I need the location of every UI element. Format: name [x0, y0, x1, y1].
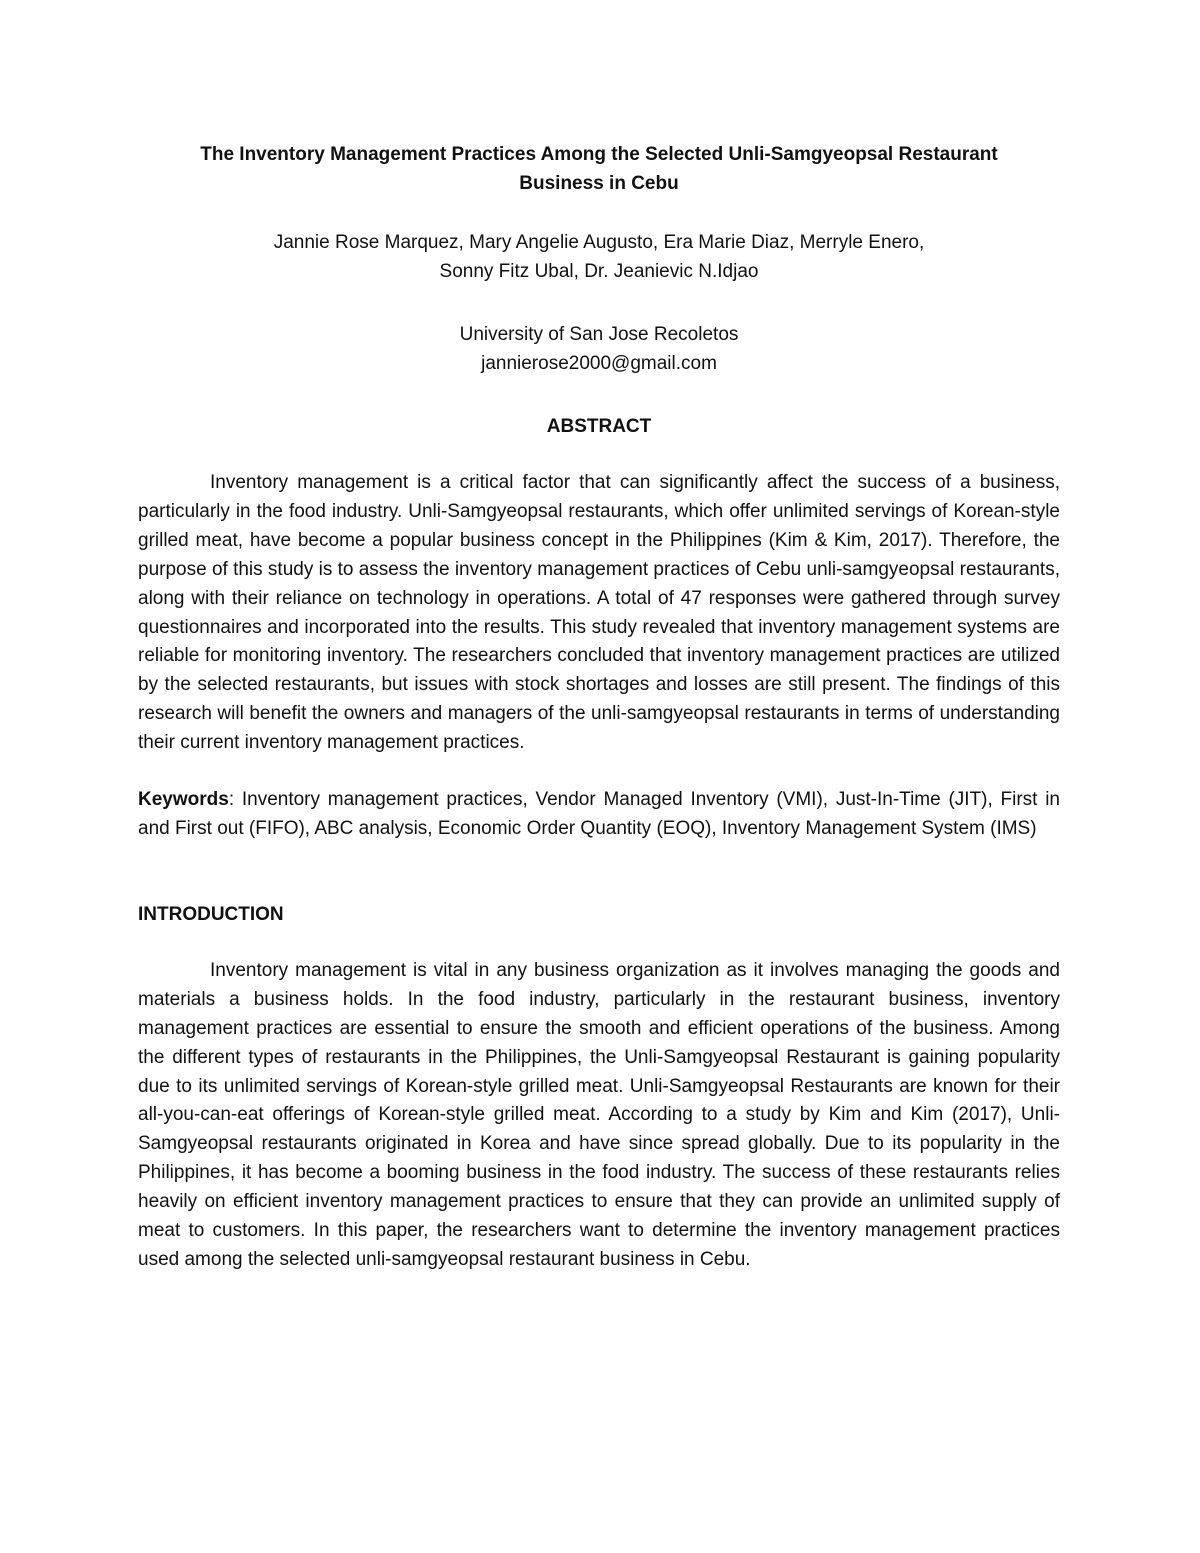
author-list: [138, 228, 1060, 286]
affiliation-block: [138, 320, 1060, 378]
affiliation: University of San Jose Recoletos: [459, 324, 739, 345]
authors-line-1: Jannie Rose Marquez, Mary Angelie Augusto, Era Marie Diaz, Merryle Enero,: [273, 232, 925, 253]
page-content: [138, 140, 1060, 1275]
paper-title: [138, 140, 1060, 198]
title-line-1: The Inventory Management Practices Among the Selected Unli-Samgyeopsal Restaurant: [200, 144, 998, 165]
introduction-paragraph: Inventory management is vital in any business organization as it involves managing the goods and materials a business holds. In the food industry, particularly in the restaurant business, inventory management practices are essential to ensure the smooth and efficient operations of the business. Among the different types of restaurants in the Philippines, the Unli-Samgyeopsal Restaurant is gaining popularity due to its unlimited servings of Korean-style grilled meat. Unli-Samgyeopsal Restaurants are known for their all-you-can-eat offerings of Korean-style grilled meat. According to a study by Kim and Kim (2017), Unli-Samgyeopsal restaurants originated in Korea and have since spread globally. Due to its popularity in the Philippines, it has become a booming business in the food industry. The success of these restaurants relies heavily on efficient inventory management practices to ensure that they can provide an unlimited supply of meat to customers. In this paper, the researchers want to determine the inventory management practices used among the selected unli-samgyeopsal restaurant business in Cebu.: [138, 959, 1060, 1270]
introduction-heading: INTRODUCTION: [138, 903, 284, 925]
author-email: jannierose2000@gmail.com: [481, 353, 717, 374]
keywords-label: Keywords: [138, 789, 229, 811]
title-line-2: Business in Cebu: [519, 173, 679, 194]
abstract-heading: ABSTRACT: [546, 416, 652, 437]
keywords-paragraph: [138, 786, 1060, 844]
keywords-text: : Inventory management practices, Vendor Managed Inventory (VMI), Just-In-Time (JIT), First in and First out (FIFO), ABC analysis, Economic Order Quantity (EOQ), Inventory Management System (IMS): [138, 789, 1060, 839]
authors-line-2: Sonny Fitz Ubal, Dr. Jeanievic N.Idjao: [439, 261, 759, 282]
abstract-paragraph: Inventory management is a critical factor that can significantly affect the success of a business, particularly in the food industry. Unli-Samgyeopsal restaurants, which offer unlimited servings of Korean-style grilled meat, have become a popular business concept in the Philippines (Kim & Kim, 2017). Therefore, the purpose of this study is to assess the inventory management practices of Cebu unli-samgyeopsal restaurants, along with their reliance on technology in operations. A total of 47 responses were gathered through survey questionnaires and incorporated into the results. This study revealed that inventory management systems are reliable for monitoring inventory. The researchers concluded that inventory management practices are utilized by the selected restaurants, but issues with stock shortages and losses are still present. The findings of this research will benefit the owners and managers of the unli-samgyeopsal restaurants in terms of understanding their current inventory management practices.: [138, 472, 1060, 754]
